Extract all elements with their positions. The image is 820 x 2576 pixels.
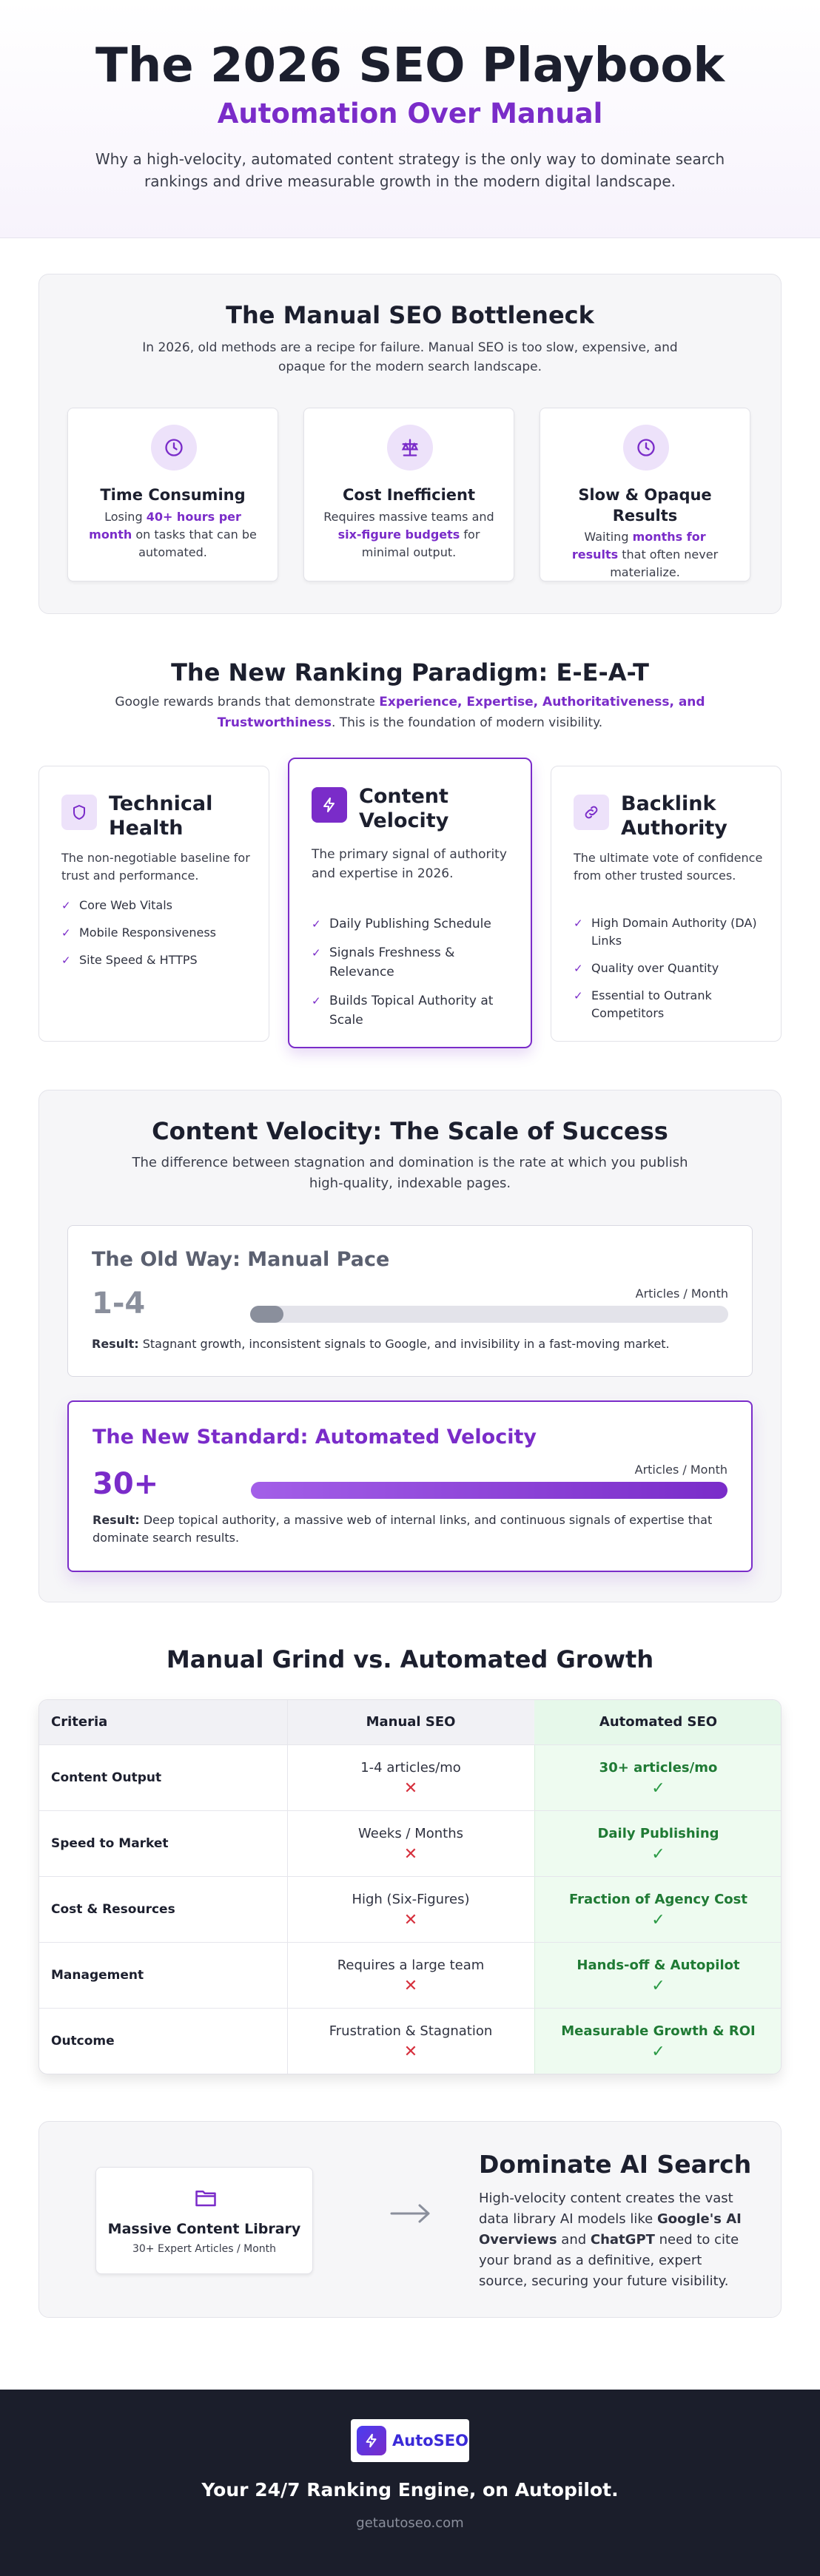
row-automated: Daily Publishing [597, 1826, 719, 1841]
list-item: ✓ Builds Topical Authority at Scale [312, 991, 516, 1030]
row-automated: 30+ articles/mo [599, 1760, 718, 1776]
check-icon: ✓ [651, 1845, 665, 1864]
table-row [39, 1744, 782, 1810]
folder-icon [195, 2188, 217, 2211]
velocity-new-unit: Articles / Month [634, 1463, 727, 1477]
velocity-new-title: The New Standard: Automated Velocity [93, 1426, 537, 1449]
row-criteria: Content Output [51, 1770, 162, 1785]
eeat-card-list [61, 897, 254, 979]
velocity-new-card [67, 1400, 753, 1572]
hero-section [0, 0, 820, 238]
lightning-icon [312, 787, 347, 823]
velocity-section [38, 1090, 782, 1602]
ai-search-title: Dominate AI Search [479, 2150, 752, 2179]
list-item: ✓ Core Web Vitals [61, 897, 254, 914]
table-header-manual: Manual SEO [366, 1714, 456, 1730]
check-icon: ✓ [312, 946, 321, 960]
check-icon: ✓ [312, 994, 321, 1008]
check-icon: ✓ [651, 2043, 665, 2061]
eeat-card-title: Technical Health [109, 792, 213, 840]
velocity-old-bar [250, 1306, 728, 1323]
shield-icon [61, 795, 97, 830]
bottleneck-card [540, 408, 750, 581]
eeat-card-list [574, 914, 766, 1032]
check-icon: ✓ [574, 989, 583, 1002]
page-title: The 2026 SEO Playbook [95, 38, 725, 93]
bottleneck-description: In 2026, old methods are a recipe for failure. Manual SEO is too slow, expensive, and opaque for the modern search landscape. [142, 340, 678, 374]
row-automated: Measurable Growth & ROI [561, 2023, 756, 2039]
velocity-old-result: Result: Stagnant growth, inconsistent signals to Google, and invisibility in a fast-moving market. [92, 1337, 670, 1351]
library-title: Massive Content Library [107, 2221, 301, 2237]
cross-icon: ✕ [403, 1911, 418, 1929]
row-criteria: Management [51, 1968, 144, 1983]
clock-icon [623, 425, 669, 471]
velocity-new-fill [251, 1482, 727, 1499]
row-manual: Weeks / Months [358, 1826, 463, 1841]
velocity-title: Content Velocity: The Scale of Success [152, 1117, 668, 1145]
check-icon: ✓ [61, 954, 71, 967]
check-icon: ✓ [651, 1977, 665, 1995]
check-icon: ✓ [574, 917, 583, 930]
eeat-title: The New Ranking Paradigm: E-E-A-T [171, 658, 649, 687]
check-icon: ✓ [574, 962, 583, 975]
arrow-right-icon [390, 2203, 431, 2227]
bottleneck-title: The Manual SEO Bottleneck [226, 301, 594, 329]
row-automated: Fraction of Agency Cost [569, 1892, 747, 1907]
clock-icon [151, 425, 197, 471]
cross-icon: ✕ [403, 1977, 418, 1995]
lightning-icon [357, 2426, 386, 2455]
ai-search-section [38, 2121, 782, 2318]
eeat-card-title: Backlink Authority [621, 792, 727, 840]
velocity-old-unit: Articles / Month [635, 1287, 728, 1301]
velocity-old-card [67, 1225, 753, 1377]
eeat-card-title: Content Velocity [359, 785, 449, 832]
footer [0, 2390, 820, 2576]
table-header-criteria: Criteria [51, 1714, 108, 1730]
content-library-card [95, 2167, 313, 2274]
bottleneck-card-text: Requires massive teams and six-figure budgets for minimal output. [323, 510, 494, 559]
list-item: ✓ Mobile Responsiveness [61, 924, 254, 942]
table-row [39, 1942, 782, 2008]
velocity-old-value: 1-4 [92, 1287, 146, 1321]
table-row [39, 2008, 782, 2074]
list-item: ✓ High Domain Authority (DA) Links [574, 916, 757, 948]
comparison-table [38, 1699, 782, 2074]
check-icon: ✓ [651, 1911, 665, 1929]
list-item: ✓ Daily Publishing Schedule [312, 914, 516, 934]
bottleneck-card-title: Time Consuming [100, 486, 246, 504]
bottleneck-card [67, 408, 278, 581]
footer-url[interactable]: getautoseo.com [356, 2515, 464, 2531]
row-manual: High (Six-Figures) [352, 1892, 470, 1907]
check-icon: ✓ [61, 899, 71, 912]
eeat-description: Google rewards brands that demonstrate Experience, Expertise, Authoritativeness, and Trustworthiness. This is the foundation of modern visibility. [115, 695, 705, 730]
bottleneck-card-text: Losing 40+ hours per month on tasks that can be automated. [89, 510, 257, 559]
brand-logo[interactable] [351, 2419, 469, 2462]
comparison-title: Manual Grind vs. Automated Growth [166, 1645, 654, 1673]
list-item: ✓ Essential to Outrank Competitors [574, 988, 712, 1020]
check-icon: ✓ [312, 917, 321, 931]
row-criteria: Cost & Resources [51, 1902, 175, 1917]
velocity-old-title: The Old Way: Manual Pace [92, 1248, 390, 1271]
eeat-card-desc: The primary signal of authority and expertise in 2026. [312, 847, 507, 881]
row-criteria: Speed to Market [51, 1836, 169, 1851]
cross-icon: ✕ [403, 1845, 418, 1864]
row-manual: Requires a large team [337, 1958, 485, 1973]
cross-icon: ✕ [403, 1779, 418, 1798]
eeat-card-velocity [288, 758, 532, 1048]
row-manual: Frustration & Stagnation [329, 2023, 493, 2039]
velocity-old-fill [250, 1306, 283, 1323]
row-automated: Hands-off & Autopilot [577, 1958, 740, 1973]
table-row [39, 1876, 782, 1942]
velocity-new-result: Result: Deep topical authority, a massive web of internal links, and continuous signals of expertise that dominate search results. [93, 1513, 713, 1545]
bottleneck-card-title: Slow & Opaque Results [578, 486, 712, 525]
library-subtitle: 30+ Expert Articles / Month [132, 2243, 277, 2255]
ai-search-text: High-velocity content creates the vast data library AI models like Google's AI Overviews and ChatGPT need to cite your brand as a definitive, expert source, securing your future visibility. [479, 2191, 742, 2289]
check-icon: ✓ [61, 926, 71, 940]
brand-name: AutoSEO [392, 2432, 468, 2449]
footer-tagline: Your 24/7 Ranking Engine, on Autopilot. [201, 2479, 619, 2501]
eeat-card-technical [38, 766, 269, 1042]
list-item: ✓ Quality over Quantity [574, 960, 766, 977]
link-icon [574, 795, 609, 830]
table-header-automated: Automated SEO [599, 1714, 718, 1730]
bottleneck-card-title: Cost Inefficient [343, 486, 475, 504]
row-manual: 1-4 articles/mo [360, 1760, 461, 1776]
hero-description: Why a high-velocity, automated content strategy is the only way to dominate search rankings and drive measurable growth in the modern digital landscape. [95, 150, 725, 190]
check-icon: ✓ [651, 1779, 665, 1798]
velocity-new-value: 30+ [93, 1467, 159, 1501]
eeat-card-desc: The ultimate vote of confidence from other trusted sources. [574, 851, 763, 883]
cross-icon: ✕ [403, 2043, 418, 2061]
bottleneck-card [303, 408, 514, 581]
eeat-card-backlink [551, 766, 782, 1042]
scale-icon [387, 425, 433, 471]
table-row [39, 1810, 782, 1876]
bottleneck-section [38, 274, 782, 614]
row-criteria: Outcome [51, 2034, 115, 2049]
velocity-new-bar [251, 1482, 727, 1499]
page-subtitle: Automation Over Manual [217, 98, 603, 129]
list-item: ✓ Signals Freshness & Relevance [312, 943, 516, 982]
velocity-description: The difference between stagnation and domination is the rate at which you publish high-quality, indexable pages. [132, 1155, 688, 1191]
bottleneck-card-text: Waiting months for results that often never materialize. [571, 530, 719, 579]
eeat-card-desc: The non-negotiable baseline for trust and performance. [61, 851, 250, 883]
eeat-card-list [312, 914, 516, 1039]
list-item: ✓ Site Speed & HTTPS [61, 951, 254, 969]
